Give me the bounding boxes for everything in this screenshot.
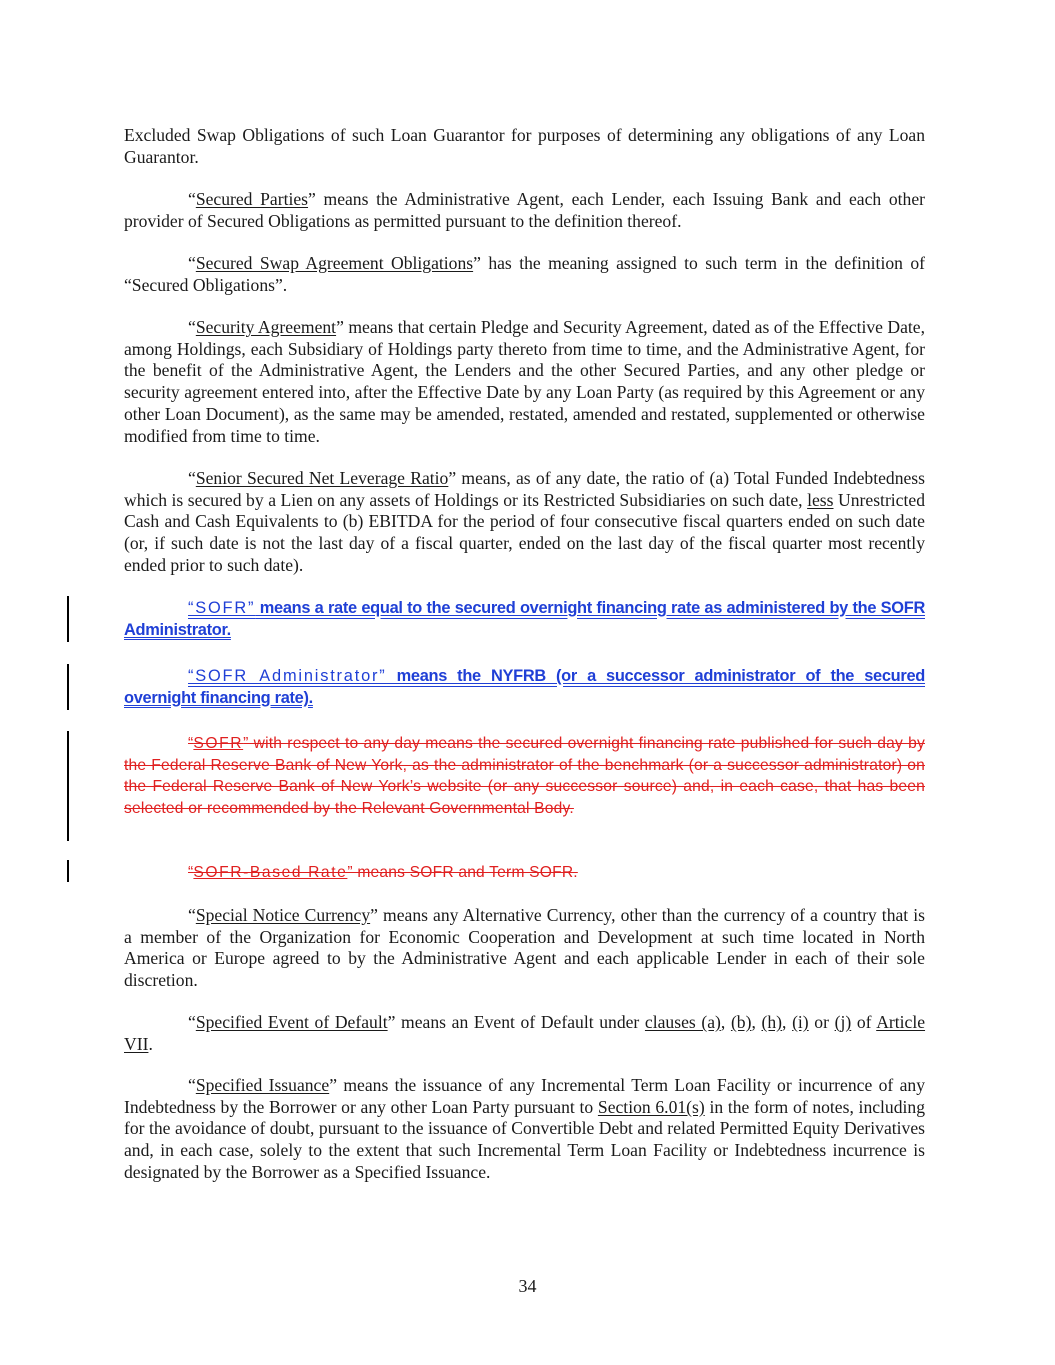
inserted-term: “SOFR Administrator” (188, 667, 387, 685)
deleted-definition-sofr (124, 733, 925, 820)
paragraph-excluded-swap (124, 125, 925, 168)
separator: , (751, 1012, 762, 1032)
definition-specified-issuance (124, 1075, 925, 1184)
cross-reference: clauses (a) (644, 1012, 721, 1032)
deleted-text: ” with respect to any day means the secured overnight financing rate published for such day by the Federal Reserve Bank of New York, as the administrator of the benchmark (or a successor administrator) on the Federal Reserve Bank of New York’s website (or any successor source) and, in each case, that has been selected or recommended by the Relevant Governmental Body. (124, 735, 925, 818)
cross-reference: Article VII (124, 1012, 926, 1054)
change-bar (67, 596, 69, 642)
open-quote: “ (188, 189, 196, 209)
paragraph-text: Excluded Swap Obligations of such Loan Guarantor for purposes of determining any obligations of any Loan Guarantor. (124, 125, 925, 167)
open-quote: “ (188, 735, 194, 752)
period: . (148, 1033, 153, 1054)
open-quote: “ (188, 317, 196, 337)
open-quote: “ (188, 468, 196, 488)
inserted-text: means a rate equal to the secured overnight financing rate as administered by the SOFR Administrator. (124, 599, 925, 639)
cross-reference: (b) (730, 1012, 752, 1032)
cross-reference: (h) (761, 1012, 783, 1032)
defined-term: Secured Parties (195, 189, 309, 209)
defined-term: Special Notice Currency (195, 905, 371, 925)
change-bar (67, 731, 69, 841)
definition-text: ” means the Administrative Agent, each Lender, each Issuing Bank and each other provider of Secured Obligations as permitted pursuant to the definition thereof. (124, 189, 925, 231)
page-number: 34 (518, 1276, 537, 1296)
defined-term: Specified Issuance (195, 1075, 330, 1095)
defined-term: Security Agreement (195, 317, 337, 337)
cross-reference: (i) (792, 1012, 809, 1032)
definition-text: ” means that certain Pledge and Security Agreement, dated as of the Effective Date, among Holdings, each Subsidiary of Holdings party thereto from time to time, and the Administrative Agent, for the benefit of the Administrative Agent, the Lenders and the other Secured Parties, and any other pledge or security agreement entered into, after the Effective Date by any Loan Party (as required by this Agreement or any other Loan Document), as the same may be amended, restated, amended and restated, supplemented or otherwise modified from time to time. (124, 317, 926, 446)
open-quote: “ (188, 864, 194, 881)
definition-special-notice-currency (124, 905, 925, 992)
open-quote: “ (188, 1012, 196, 1032)
cross-reference: Section 6.01(s) (597, 1096, 705, 1117)
definition-secured-swap-agreement-obligations (124, 253, 925, 296)
definition-text: ” means, as of any date, the ratio of (a) Total Funded Indebtedness which is secured by a Lien on any assets of Holdings or its Restricted Subsidiaries on such date, (124, 468, 926, 510)
defined-term: Secured Swap Agreement Obligations (195, 253, 474, 273)
definition-secured-parties (124, 189, 925, 232)
open-quote: “ (188, 253, 196, 273)
separator: of (851, 1012, 877, 1032)
definition-text: ” means the issuance of any Incremental Term Loan Facility or incurrence of any Indebtedness by the Borrower or any other Loan Party pursuant to (124, 1075, 926, 1117)
inserted-definition-sofr (124, 598, 925, 641)
separator: or (808, 1012, 835, 1032)
inserted-definition-sofr-administrator (124, 666, 925, 709)
defined-term: Senior Secured Net Leverage Ratio (195, 468, 449, 488)
deleted-text: ” means SOFR and Term SOFR. (347, 864, 578, 881)
definition-text: ” means any Alternative Currency, other than the currency of a country that is a member of the Organization for Economic Cooperation and Development at such time located in North America or Europe agreed to by the Administrative Agent and each applicable Lender in each of their sole discretion. (124, 905, 925, 991)
deleted-term: SOFR (193, 735, 244, 752)
definition-text: ” means an Event of Default under (387, 1012, 645, 1032)
open-quote: “ (188, 905, 196, 925)
inserted-term: “SOFR” (188, 599, 256, 617)
definition-security-agreement (124, 317, 925, 447)
less-term: less (807, 489, 834, 510)
definition-text-continued: in the form of notes, including for the avoidance of doubt, pursuant to the issuance of Convertible Debt and related Permitted Equity Derivatives and, in each case, solely to the extent that such Incremental Term Loan Facility or Indebtedness incurrence is designated by the Borrower as a Specified Issuance. (124, 1096, 926, 1182)
definition-specified-event-of-default (124, 1012, 925, 1055)
separator: , (782, 1012, 793, 1032)
deleted-definition-sofr-based-rate (124, 862, 925, 884)
deleted-term: SOFR-Based Rate (193, 864, 348, 881)
definition-senior-secured-net-leverage-ratio (124, 468, 925, 577)
defined-term: Specified Event of Default (195, 1012, 388, 1032)
inserted-text: means the NYFRB (or a successor administrator of the secured overnight financing rate). (124, 667, 926, 707)
change-bar (67, 664, 69, 710)
definition-text-continued: Unrestricted Cash and Cash Equivalents to (b) EBITDA for the period of four consecutive fiscal quarters ended on such date (or, if such date is not the last day of a fiscal quarter, ended on the last day of the fiscal quarter most recently ended prior to such date). (124, 489, 925, 575)
separator: , (720, 1012, 731, 1032)
change-bar (67, 860, 69, 882)
cross-reference: (j) (834, 1012, 852, 1032)
definition-text: ” has the meaning assigned to such term in the definition of “Secured Obligations”. (124, 253, 925, 295)
open-quote: “ (188, 1075, 196, 1095)
